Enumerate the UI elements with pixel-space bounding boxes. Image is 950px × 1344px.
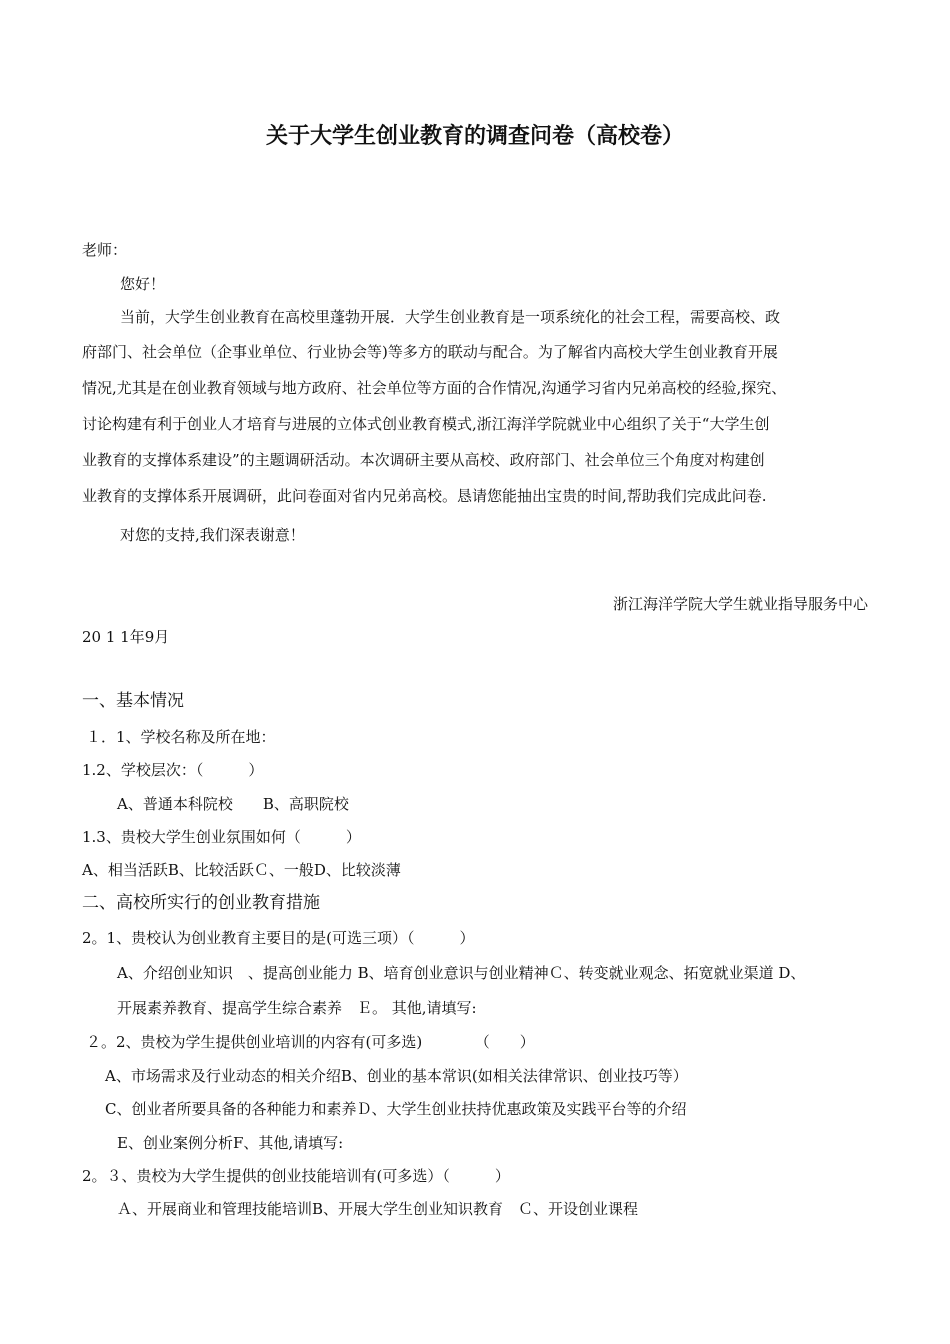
intro-line: 业教育的支撑体系开展调研，此问卷面对省内兄弟高校。恳请您能抽出宝贵的时间,帮助我们完成此问卷. xyxy=(82,487,767,505)
question-2-2-options: C、创业者所要具备的各种能力和素养Ｄ、大学生创业扶持优惠政策及实践平台等的介绍 xyxy=(105,1100,687,1118)
question-2-1: 2。1、贵校认为创业教育主要目的是(可选三项）（ ） xyxy=(82,929,475,947)
question-1-2: 1.2、学校层次：（ ） xyxy=(82,761,264,779)
intro-line: 业教育的支撑体系建设”的主题调研活动。本次调研主要从高校、政府部门、社会单位三个角度对构建创 xyxy=(82,451,765,469)
question-2-2: ２。2、贵校为学生提供创业培训的内容有(可多选) （ ） xyxy=(86,1033,535,1051)
thanks-line: 对您的支持,我们深表谢意！ xyxy=(120,526,305,544)
page-title: 关于大学生创业教育的调查问卷（高校卷） xyxy=(265,124,684,149)
section-heading-measures: 二、高校所实行的创业教育措施 xyxy=(82,893,320,913)
question-2-3-options: Ａ、开展商业和管理技能培训B、开展大学生创业知识教育 Ｃ、开设创业课程 xyxy=(117,1200,639,1218)
question-2-1-options: 开展素养教育、提高学生综合素养 Ｅ。 其他,请填写: xyxy=(117,999,477,1017)
question-2-1-options: A、介绍创业知识 、提高创业能力 B、培育创业意识与创业精神Ｃ、转变就业观念、拓宽就业渠道 D、 xyxy=(117,964,806,982)
question-2-3: 2。３、贵校为大学生提供的创业技能培训有(可多选）（ ） xyxy=(82,1167,510,1185)
signature: 浙江海洋学院大学生就业指导服务中心 xyxy=(612,595,868,613)
salutation: 老师： xyxy=(82,241,128,259)
intro-line: 讨论构建有利于创业人才培育与进展的立体式创业教育模式,浙江海洋学院就业中心组织了关于“大学生创 xyxy=(82,415,770,433)
section-heading-basic: 一、基本情况 xyxy=(82,691,184,711)
question-1-3: 1.3、贵校大学生创业氛围如何（ ） xyxy=(82,828,361,846)
date: 20 1 1年9月 xyxy=(82,628,170,646)
question-1-1: １．1、学校名称及所在地： xyxy=(86,728,276,746)
question-1-2-options: A、普通本科院校 B、高职院校 xyxy=(117,795,349,813)
intro-line: 情况,尤其是在创业教育领域与地方政府、社会单位等方面的合作情况,沟通学习省内兄弟高校的经验,探究、 xyxy=(82,379,787,397)
question-1-3-options: A、相当活跃B、比较活跃Ｃ、一般D、比较淡薄 xyxy=(82,861,401,879)
hello-line: 您好！ xyxy=(120,275,166,293)
question-2-2-options: A、市场需求及行业动态的相关介绍B、创业的基本常识(如相关法律常识、创业技巧等） xyxy=(105,1067,688,1085)
question-2-2-options: E、创业案例分析F、其他,请填写: xyxy=(117,1134,344,1152)
intro-line: 当前，大学生创业教育在高校里蓬勃开展．大学生创业教育是一项系统化的社会工程，需要高校、政 xyxy=(120,308,781,326)
intro-line: 府部门、社会单位（企事业单位、行业协会等)等多方的联动与配合。为了解省内高校大学生创业教育开展 xyxy=(82,343,778,361)
